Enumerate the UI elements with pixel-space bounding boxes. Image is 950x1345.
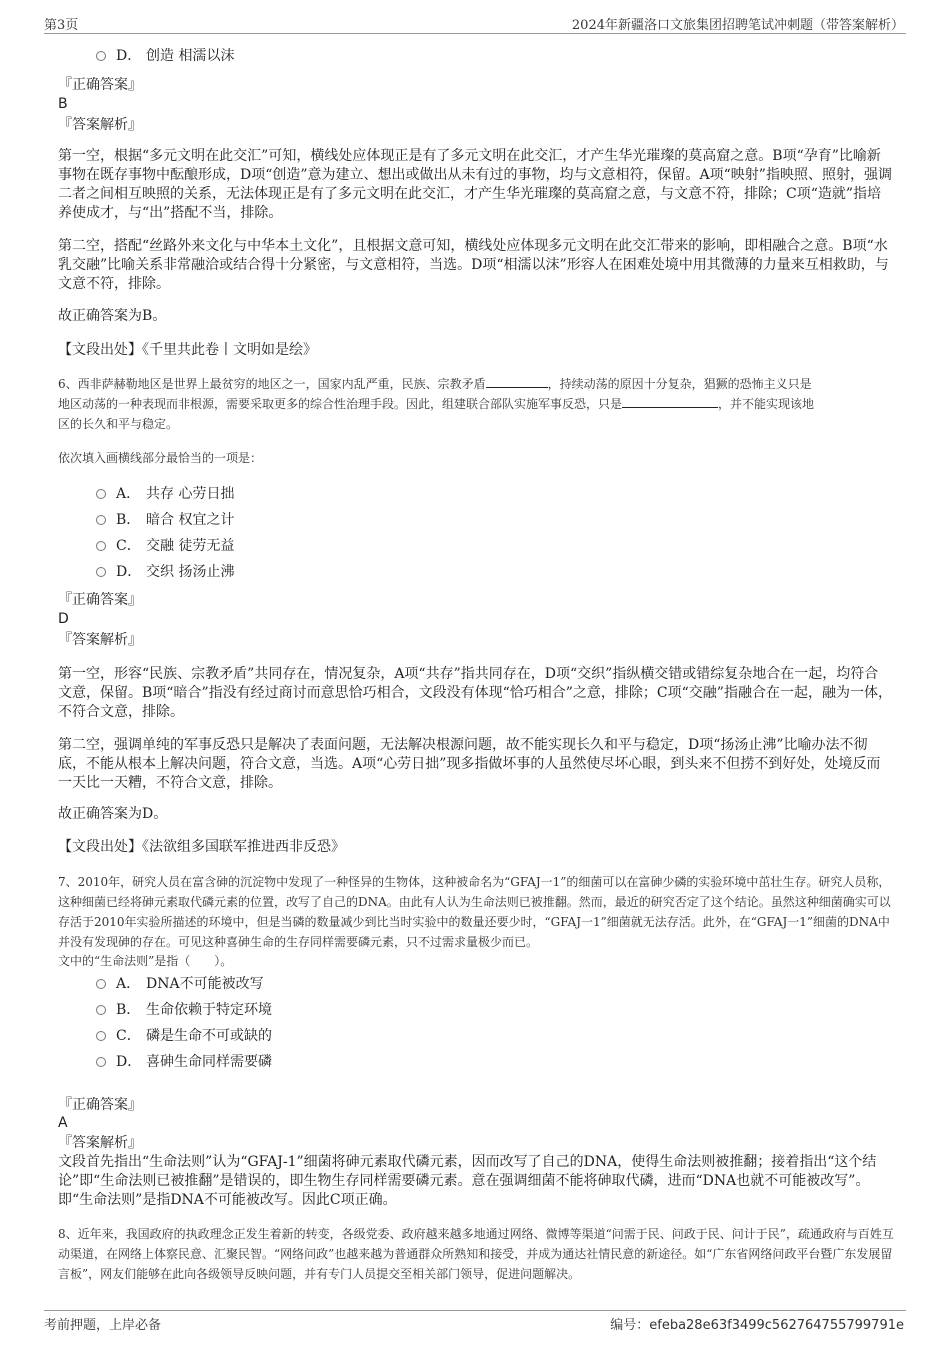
q7-option-c[interactable]: C． 磷是生命不可或缺的 xyxy=(96,1026,272,1046)
q5-answer: B xyxy=(58,96,68,112)
q6-option-b[interactable]: B． 暗合 权宜之计 xyxy=(96,510,234,530)
blank-2 xyxy=(622,395,718,408)
q6-answer-label: 『正确答案』 xyxy=(58,592,142,608)
q5-conclusion: 故正确答案为B。 xyxy=(58,308,167,324)
q7-option-d[interactable]: D． 喜砷生命同样需要磷 xyxy=(96,1052,272,1072)
footer-divider xyxy=(44,1310,906,1311)
q5-analysis-para2: 第二空，搭配“丝路外来文化与中华本土文化”，且根据文意可知，横线处应体现多元文明在此交汇带来的影响，即相融合之意。B项“水乳交融”比喻关系非常融洽或结合得十分紧密，与文意相符，当选。D项“相濡以沫”形容人在困难处境中用其微薄的力量来互相救助，与文意不符，排除。 xyxy=(58,238,889,292)
radio-icon[interactable] xyxy=(96,489,106,499)
q5-source: 【文段出处】《千里共此卷丨文明如是绘》 xyxy=(58,342,317,358)
radio-icon[interactable] xyxy=(96,1057,106,1067)
q7-option-b[interactable]: B． 生命依赖于特定环境 xyxy=(96,1000,272,1020)
radio-icon[interactable] xyxy=(96,515,106,525)
q7-analysis-label: 『答案解析』 xyxy=(58,1135,142,1151)
q5-answer-label: 『正确答案』 xyxy=(58,77,142,93)
radio-icon[interactable] xyxy=(96,541,106,551)
header-divider xyxy=(44,33,906,34)
q6-answer: D xyxy=(58,611,69,627)
radio-icon[interactable] xyxy=(96,51,106,61)
page-number: 第3页 xyxy=(44,18,79,33)
q7-option-a[interactable]: A． DNA不可能被改写 xyxy=(96,974,264,994)
q5-analysis-para1: 第一空，根据“多元文明在此交汇”可知，横线处应体现正是有了多元文明在此交汇，才产生华光璀璨的莫高窟之意。B项“孕育”比喻新事物在既存事物中酝酿形成，D项“创造”意为建立、想出或做出从未有过的事物，均与文意相符，保留。A项“映射”指映照、照射，强调二者之间相互映照的关系，无法体现正是有了多元文明在此交汇，才产生华光璀璨的莫高窟之意，与文意不符，排除；C项“造就”指培养使成才，与“出”搭配不当，排除。 xyxy=(58,148,892,221)
q8-stem: 8、近年来，我国政府的执政理念正发生着新的转变，各级党委、政府越来越多地通过网络、微博等渠道“问需于民、问政于民、问计于民”，疏通政府与百姓互动渠道，在网络上体察民意、汇聚民智。“网络问政”也越来越为普通群众所熟知和接受，并成为通达社情民意的新途径。如“广东省网络问政平台暨广东发展留言板”，网友们能够在此向各级领导反映问题，并有专门人员提交至相关部门领导，促进问题解决。 xyxy=(58,1227,894,1281)
q5-analysis-label: 『答案解析』 xyxy=(58,117,142,133)
radio-icon[interactable] xyxy=(96,1005,106,1015)
q6-conclusion: 故正确答案为D。 xyxy=(58,806,168,822)
q5-option-d[interactable]: D． 创造 相濡以沫 xyxy=(96,46,234,66)
q6-source: 【文段出处】《法欲组多国联军推进西非反恐》 xyxy=(58,839,345,855)
q6-option-c[interactable]: C． 交融 徒劳无益 xyxy=(96,536,234,556)
q6-prompt: 依次填入画横线部分最恰当的一项是： xyxy=(58,451,263,465)
blank-1 xyxy=(486,375,548,388)
q7-analysis: 文段首先指出“生命法则”认为“GFAJ-1”细菌将砷元素取代磷元素，因而改写了自己的DNA，使得生命法则被推翻；接着指出“这个结论”即“生命法则已被推翻”是错误的，即生物生存同样需要磷元素。意在强调细菌不能将砷取代磷，进而“DNA也就不可能被改写”。即“生命法则”是指DNA不可能被改写。因此C项正确。 xyxy=(58,1154,877,1208)
q7-answer: A xyxy=(58,1115,68,1131)
q6-analysis-para2: 第二空，强调单纯的军事反恐只是解决了表面问题，无法解决根源问题，故不能实现长久和平与稳定，D项“扬汤止沸”比喻办法不彻底，不能从根本上解决问题，符合文意，当选。A项“心劳日拙”现多指做坏事的人虽然使尽坏心眼，到头来不但捞不到好处，处境反而一天比一天糟，不符合文意，排除。 xyxy=(58,737,881,791)
q7-answer-label: 『正确答案』 xyxy=(58,1097,142,1113)
radio-icon[interactable] xyxy=(96,567,106,577)
q6-option-d[interactable]: D． 交织 扬汤止沸 xyxy=(96,562,234,582)
footer-code: 编号：efeba28e63f3499c562764755799791e xyxy=(610,1318,904,1333)
radio-icon[interactable] xyxy=(96,979,106,989)
q7-stem: 7、2010年，研究人员在富含砷的沉淀物中发现了一种怪异的生物体，这种被命名为“GFAJ一1”的细菌可以在富砷少磷的实验环境中茁壮生存。研究人员称，这种细菌已经将砷元素取代磷元素的位置，改写了自己的DNA。由此有人认为生命法则已被推翻。然而，最近的研究否定了这个结论。虽然这种细菌确实可以存活于2010年实验所描述的环境中，但是当磷的数量减少到比当时实验中的数量还要少时，“GFAJ一1”细菌就无法存活。此外，在“GFAJ一1”细菌的DNA中并没有发现砷的存在。可见这种喜砷生命的生存同样需要磷元素，只不过需求量极少而已。 xyxy=(58,875,891,949)
q6-analysis-label: 『答案解析』 xyxy=(58,632,142,648)
radio-icon[interactable] xyxy=(96,1031,106,1041)
document-title: 2024年新疆洛口文旅集团招聘笔试冲刺题（带答案解析） xyxy=(571,18,904,33)
q6-analysis-para1: 第一空，形容“民族、宗教矛盾”共同存在，情况复杂，A项“共存”指共同存在，D项“交织”指纵横交错或错综复杂地合在一起，均符合文意，保留。B项“暗合”指没有经过商讨而意思恰巧相合，文段没有体现“恰巧相合”之意，排除；C项“交融”指融合在一起，融为一体，不符合文意，排除。 xyxy=(58,666,892,720)
q6-stem: 6、西非萨赫勒地区是世界上最贫穷的地区之一，国家内乱严重，民族、宗教矛盾 ，持续动荡的原因十分复杂，猖獗的恐怖主义只是 地区动荡的一种表现而非根源，需要采取更多的综合性治理手段。因此，组建联合部队实施军事反恐，只是 ，并不能实现该地 区的长久和平与稳定。 xyxy=(58,377,815,431)
footer-slogan: 考前押题，上岸必备 xyxy=(44,1318,162,1333)
q7-prompt: 文中的“生命法则”是指（ ）。 xyxy=(58,954,233,968)
q6-option-a[interactable]: A． 共存 心劳日拙 xyxy=(96,484,234,504)
